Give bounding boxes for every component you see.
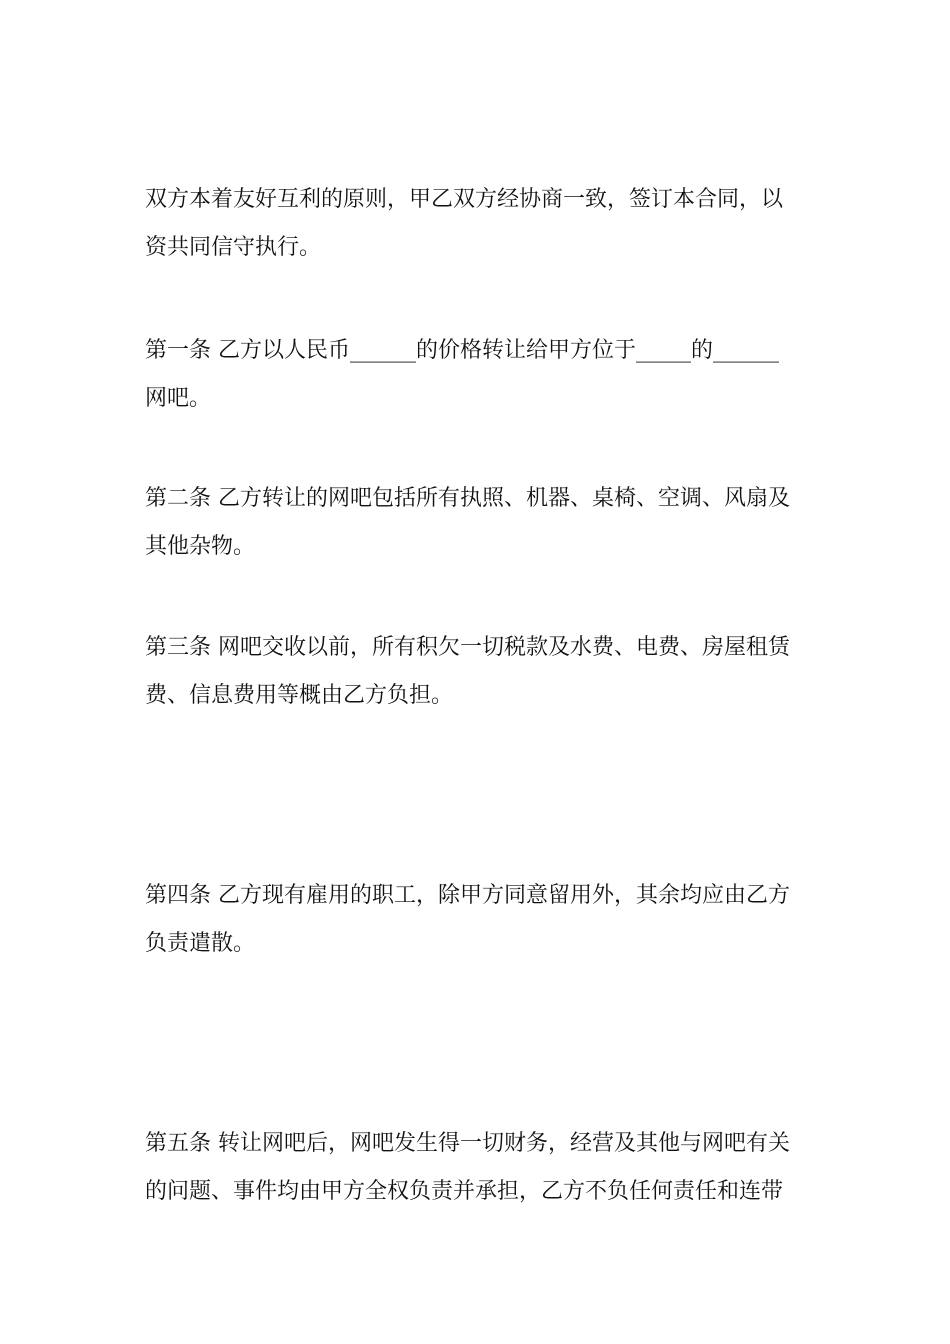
article-5-paragraph <box>145 1120 807 1216</box>
paragraph-line: 第五条 转让网吧后，网吧发生得一切财务，经营及其他与网吧有关 <box>145 1131 790 1156</box>
paragraph-line: 负责遣散。 <box>145 931 256 956</box>
paragraph-line: 第三条 网吧交收以前，所有积欠一切税款及水费、电费、房屋租赁 <box>145 635 790 660</box>
intro-paragraph <box>145 176 807 272</box>
paragraph-line: 其他杂物。 <box>145 534 256 559</box>
paragraph-line: 的问题、事件均由甲方全权负责并承担，乙方不负任何责任和连带 <box>145 1179 784 1204</box>
article-1-paragraph <box>145 327 807 423</box>
article-2-paragraph <box>145 475 807 571</box>
paragraph-line: 双方本着友好互利的原则，甲乙双方经协商一致，签订本合同，以 <box>145 187 784 212</box>
paragraph-line: 第二条 乙方转让的网吧包括所有执照、机器、桌椅、空调、风扇及 <box>145 486 790 511</box>
paragraph-line: 第四条 乙方现有雇用的职工，除甲方同意留用外，其余均应由乙方 <box>145 883 790 908</box>
article-3-paragraph <box>145 624 807 720</box>
paragraph-line: 第一条 乙方以人民币______的价格转让给甲方位于_____的______ <box>145 338 779 363</box>
paragraph-line: 费、信息费用等概由乙方负担。 <box>145 683 454 708</box>
paragraph-line: 资共同信守执行。 <box>145 235 322 260</box>
paragraph-line: 网吧。 <box>145 386 212 411</box>
article-4-paragraph <box>145 872 807 968</box>
